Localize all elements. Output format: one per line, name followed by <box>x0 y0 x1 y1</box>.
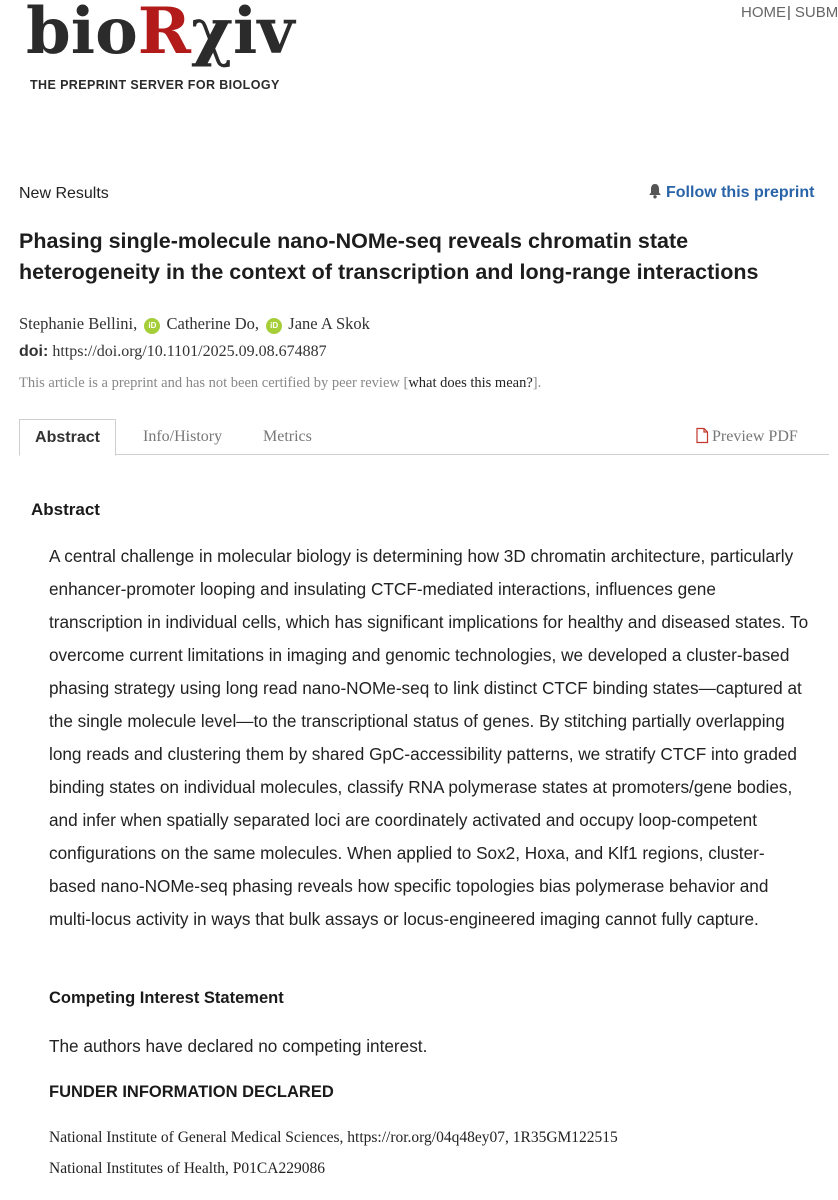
abstract-text: A central challenge in molecular biology is determining how 3D chromatin architecture, particularly enhancer-promoter looping and insulating CTCF-mediated interactions, influences gene transcription in individual cells, which has significant implications for healthy and diseased states. To overcome current limitations in imaging and genomic technologies, we developed a cluster-based phasing strategy using long read nano-NOMe-seq to link distinct CTCF binding states—captured at the single molecule level—to the transcriptional status of genes. By stitching partially overlapping long reads and clustering them by shared GpC-accessibility patterns, we stratify CTCF into graded binding states on individual molecules, classify RNA polymerase states at promoters/gene bodies, and infer when spatially separated loci are coordinately activated and occupy loop-competent configurations on the same molecules. When applied to Sox2, Hoxa, and Klf1 regions, cluster-based nano-NOMe-seq phasing reveals how specific topologies bias polymerase behavior and multi-locus activity in ways that bulk assays or locus-engineered imaging cannot fully capture. <box>49 546 809 929</box>
logo-tagline: THE PREPRINT SERVER FOR BIOLOGY <box>30 78 280 92</box>
competing-interest-text: The authors have declared no competing interest. <box>49 1036 428 1056</box>
biorxiv-logo[interactable] <box>26 0 296 100</box>
author-name[interactable]: Catherine Do, <box>166 314 260 333</box>
preview-pdf-label: Preview PDF <box>712 428 798 445</box>
tab-info-history[interactable]: Info/History <box>143 428 223 445</box>
nav-separator: | <box>787 4 791 21</box>
follow-label: Follow this preprint <box>666 184 815 201</box>
article-tabs <box>19 419 829 455</box>
follow-preprint-button[interactable] <box>648 183 814 202</box>
orcid-icon[interactable]: iD <box>266 318 282 334</box>
author-name[interactable]: Jane A Skok <box>288 314 370 333</box>
nav-submit-link[interactable]: SUBM <box>794 4 838 21</box>
preprint-disclaimer <box>19 375 541 392</box>
doi-line <box>19 343 327 361</box>
preview-pdf-button[interactable] <box>696 419 798 454</box>
funder-heading: FUNDER INFORMATION DECLARED <box>49 1083 334 1101</box>
article-title: Phasing single-molecule nano-NOMe-seq reveals chromatin state heterogeneity in the context of transcription and long-range interactions <box>19 229 759 284</box>
abstract-heading: Abstract <box>31 500 100 519</box>
funder-item: National Institute of General Medical Sciences, https://ror.org/04q48ey07, 1R35GM122515 <box>49 1129 618 1146</box>
pdf-icon <box>696 428 708 443</box>
author-list <box>19 314 370 334</box>
what-does-this-mean-link[interactable]: what does this mean? <box>408 375 533 391</box>
bell-icon <box>648 183 662 199</box>
funder-item: National Institutes of Health, P01CA229086 <box>49 1160 325 1177</box>
doi-link[interactable]: https://doi.org/10.1101/2025.09.08.674887 <box>52 343 327 360</box>
disclaimer-close: ]. <box>532 375 542 391</box>
top-nav <box>741 4 838 21</box>
competing-interest-heading: Competing Interest Statement <box>49 989 284 1007</box>
article-category: New Results <box>19 185 109 202</box>
logo-wordmark: bioRχiv <box>26 0 295 69</box>
author-name[interactable]: Stephanie Bellini, <box>19 314 138 333</box>
nav-home-link[interactable]: HOME <box>741 4 786 21</box>
doi-label: doi: <box>19 343 49 360</box>
orcid-icon[interactable]: iD <box>144 318 160 334</box>
tab-abstract[interactable]: Abstract <box>19 419 116 456</box>
tab-metrics[interactable]: Metrics <box>263 428 312 445</box>
disclaimer-text: This article is a preprint and has not been certified by peer review [ <box>19 375 409 391</box>
